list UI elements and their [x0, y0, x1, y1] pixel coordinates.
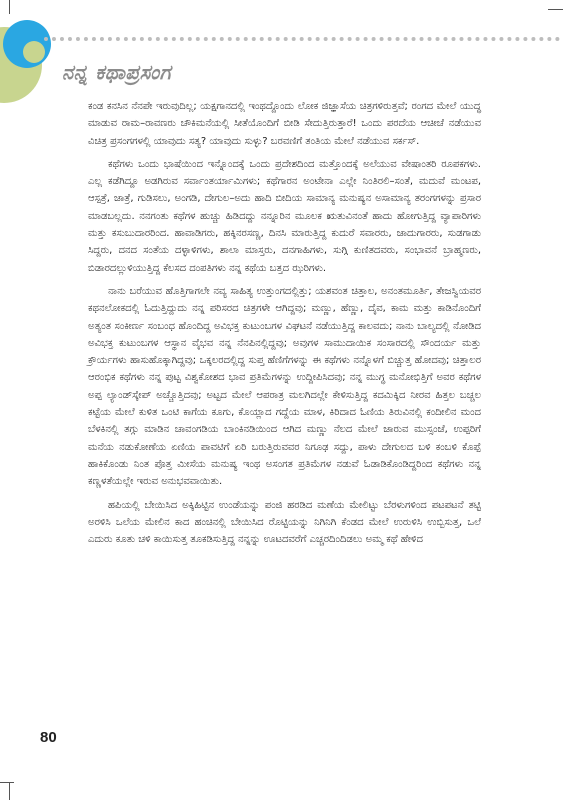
- crop-mark-top-right: [548, 9, 563, 10]
- paragraph-2: ಕಥೆಗಳು ಒಂದು ಭಾಷೆಯಿಂದ ಇನ್ನೊಂದಕ್ಕೆ ಒಂದು ಪ್ರದೇಶದಿಂದ ಮತ್ತೊಂದಕ್ಕೆ ಅಲೆಯುವ ವೇಷಾಂತರಿ ರೂಪಕಗಳು. ಎಲ್ಲ ಕಡೆಗಿದ್ದೂ ಅಡಗಿರುವ ಸರ್ವಾಂತರ್ಯಾಮಿಗಳು; ಕಥೆಗಾರನ ಅಂಟೇನಾ ಎಲ್ಲೇ ನಿಂತಿರಲಿ–ಸಂತೆ, ಮದುವೆ ಮಂಟಪ, ಆಸ್ಪತ್ರೆ, ಜಾತ್ರೆ, ಗುಡಿಸಲು, ಅಂಗಡಿ, ದೇಗುಲ–ಅದು ಹಾದಿ ಬೀದಿಯ ಸಾಮಾನ್ಯ ಮನುಷ್ಯನ ಅಸಾಮಾನ್ಯ ತರಂಗಗಳನ್ನು ಪ್ರಸಾರ ಮಾಡಬಲ್ಲದು. ನನಗಂತು ಕಥೆಗಳ ಹುಚ್ಚು ಹಿಡಿದದ್ದು ನನ್ನೂರಿನ ಮೂಲಕ ಋತುವಿನಂತೆ ಹಾದು ಹೋಗುತ್ತಿದ್ದ ವ್ಯಾಪಾರಿಗಳು ಮತ್ತು ಕಸುಬುದಾರರಿಂದ. ಹಾವಾಡಿಗರು, ಹಕ್ಕಿನರಸಣ್ಣ, ದಿನಸಿ ಮಾರುತ್ತಿದ್ದ ಕುದುರೆ ಸವಾರರು, ಜಾದುಗಾರರು, ಸುಡಗಾಡು ಸಿದ್ದರು, ದನದ ಸಂತೆಯ ದಳ್ಳಾಳಿಗಳು, ಶಾಲಾ ಮಾಸ್ತರು, ದನಗಾಹಿಗಳು, ಸುಗ್ಗಿ ಕುಣಿತದವರು, ಸಂಭಾವನೆ ಬ್ರಾಹ್ಮಣರು, ಬಿಡಾರದಲ್ಲುಳಿಯುತ್ತಿದ್ದ ಕೆಲಸದ ದಂಪತಿಗಳು ನನ್ನ ಕಥೆಯ ಬತ್ತದ ಝರಿಗಳು.: [88, 158, 481, 274]
- decorative-blue-circle: [3, 20, 51, 68]
- running-header-title: ನನ್ನ ಕಥಾಪ್ರಸಂಗ: [62, 60, 171, 84]
- body-text: [88, 98, 481, 554]
- paragraph-4: ಹಪಿಯಲ್ಲಿ ಬೇಯಿಸಿದ ಅಕ್ಕಿಹಿಟ್ಟಿನ ಉಂಡೆಯನ್ನು ಪಂಜಿ ಹರಡಿದ ಮಣೆಯ ಮೇಲಿಟ್ಟು ಬೆರಳುಗಳಿಂದ ಪಟಪಟನೆ ತಟ್ಟಿ ಅರಳಿಸಿ ಒಲೆಯ ಮೇಲಿನ ಕಾದ ಹಂಚಿನಲ್ಲಿ ಬೇಯಿಸಿದ ರೊಟ್ಟಿಯನ್ನು ನಿಗಿನಿಗಿ ಕೆಂಡದ ಮೇಲೆ ಉರುಳಿಸಿ ಉಬ್ಬಿಸುತ್ತ, ಒಲೆ ಎದುರು ಕೂತು ಚಳಿ ಕಾಯಿಸುತ್ತ ತೂಕಡಿಸುತ್ತಿದ್ದ ನನ್ನನ್ನು ಊಟದವರೆಗೆ ಎಚ್ಚರದಿಂದಿಡಲು ಅಮ್ಮ ಕಥೆ ಹೇಳಿದ: [88, 499, 481, 546]
- paragraph-3: ನಾನು ಬರೆಯುವ ಹೊತ್ತಿಗಾಗಲೇ ನವ್ಯ ಸಾಹಿತ್ಯ ಉತ್ತುಂಗದಲ್ಲಿತ್ತು; ಯಶವಂತ ಚಿತ್ತಾಲ, ಅನಂತಮೂರ್ತಿ, ತೇಜಸ್ವಿಯವರ ಕಥನಲೋಕದಲ್ಲಿ ಓದುತ್ತಿದ್ದುದು ನನ್ನ ಪರಿಸರದ ಚಿತ್ರಗಳೇ ಆಗಿದ್ದವು; ಮಣ್ಣು, ಹೆಣ್ಣು, ದೈವ, ಕಾಮ ಮತ್ತು ಕಾಡಿನೊಂದಿಗೆ ಅತ್ಯಂತ ಸಂಕೀರ್ಣ ಸಂಬಂಧ ಹೊಂದಿದ್ದ ಅವಿಭಕ್ತ ಕುಟುಂಬಗಳ ವಿಘಟನೆ ನಡೆಯುತ್ತಿದ್ದ ಕಾಲವದು; ನಾನು ಬಾಲ್ಯದಲ್ಲಿ ನೋಡಿದ ಅವಿಭಕ್ತ ಕುಟುಂಬಗಳ ಆಸ್ಥಾನ ವೈಭವ ನನ್ನ ನೆನಪಿನಲ್ಲಿದ್ದವು; ಅವುಗಳ ಸಾಮುದಾಯಿಕ ಸಂಸಾರದಲ್ಲಿ ಸೌಂದರ್ಯ ಮತ್ತು ಕ್ರೌರ್ಯಗಳು ಹಾಸುಹೊಕ್ಕಾಗಿದ್ದವು; ಒಕ್ಕಲರದಲ್ಲಿದ್ದ ಸುಪ್ತ ಹೆಣಿಗೆಗಳನ್ನು ಈ ಕಥೆಗಳು ನನ್ನೊಳಗೆ ಬಿಚ್ಚುತ್ತ ಹೋದವು; ಚಿತ್ತಾಲರ ಆರಂಭಿಕ ಕಥೆಗಳು ನನ್ನ ಪುಟ್ಟ ವಿಶ್ವಕೋಶದ ಭಾವ ಪ್ರತಿಮೆಗಳನ್ನು ಉದ್ದೀಪಿಸಿದವು; ನನ್ನ ಮುಗ್ಧ ಮನೋಭಿತ್ತಿಗೆ ಅವರ ಕಥೆಗಳ ಅಪ್ಪ ಲ್ಯಾಂಡ್‌ಸ್ಕೇಪ್ ಅಚ್ಚೊತ್ತಿದವು; ಅಟ್ಟದ ಮೇಲೆ ಆಪರಾತ್ರ ಮಲಗಿದಲ್ಲೇ ಕೇಳಿಸುತ್ತಿದ್ದ ಕದಮಿಕ್ಕಿದ ನೀರವ ಹಿತ್ತಲ ಬಚ್ಚಲ ಕಟ್ಟೆಯ ಮೇಲೆ ಕುಳಿತ ಒಂಟಿ ಕಾಗೆಯ ಕೂಗು, ಕೊಯ್ಲಾದ ಗದ್ದೆಯ ಮಾಳ, ಕಿರಿದಾದ ಓಣಿಯ ತಿರುವಿನಲ್ಲಿ ಕಂದೀಲಿನ ಮಂದ ಬೆಳಕಿನಲ್ಲಿ ತಗ್ಗು ಮಾಡಿನ ಚಾವಂಗಡಿಯ ಬಾಂಕಿನಡಿಯಿಂದ ಆಗಿದ ಮಣ್ಣು ನೆಲದ ಮೇಲೆ ಜಾರುವ ಮುಸ್ಸಂಜೆ, ಉಪ್ಪರಿಗೆ ಮನೆಯ ನಡುಕೋಣೆಯ ಏಣಿಯ ಪಾವಟಿಗೆ ಏರಿ ಬರುತ್ತಿರುವವರ ನಿಗೂಢ ಸದ್ದು, ಪಾಳು ದೇಗುಲದ ಬಳಿ ಕಂಬಳಿ ಕೊಪ್ಪೆ ಹಾಕಿಕೊಂಡು ನಿಂತ ಪೊತ್ತ ಮೀಸೆಯ ಮನುಷ್ಯ ಇಂಥ ಅಸಂಗತ ಪ್ರತಿಮೆಗಳ ನಡುವೆ ಓಡಾಡಿಕೊಂಡಿದ್ದರಿಂದ ಕಥೆಗಳು ನನ್ನ ಕಣ್ಣಳತೆಯಲ್ಲೇ ಇರುವ ಅನುಭವವಾಯಿತು.: [88, 285, 481, 488]
- dotted-header-rule: [44, 37, 560, 41]
- paragraph-1: ಕಂಡ ಕನಸಿನ ನೆನಪೇ ಇರುವುದಿಲ್ಲ; ಯಕ್ಷಗಾನದಲ್ಲಿ ಇಂಥದ್ದೊಂದು ಲೋಕ ಜಿಜ್ಞಾಸೆಯ ಚಿತ್ರಗಳಿರುತ್ತವೆ; ರಂಗದ ಮೇಲೆ ಯುದ್ಧ ಮಾಡುವ ರಾಮ–ರಾವಣರು ಚೌಕಿಮನೆಯಲ್ಲಿ ಸೀತೆಯೊಂದಿಗೆ ಬೀಡಿ ಸೇದುತ್ತಿರುತ್ತಾರೆ! ಒಂದು ಪರದೆಯ ಆಚೀಚೆ ನಡೆಯುವ ವಿಚಿತ್ರ ಪ್ರಸಂಗಗಳಲ್ಲಿ ಯಾವುದು ಸತ್ಯ? ಯಾವುದು ಸುಳ್ಳು? ಬರವಣಿಗೆ ತಂತಿಯ ಮೇಲೆ ನಡೆಯುವ ಸರ್ಕಸ್.: [88, 101, 481, 147]
- page-number: 80: [40, 729, 57, 746]
- crop-mark-bottom-left-horizontal: [0, 782, 14, 783]
- crop-mark-top-left: [9, 0, 10, 14]
- crop-mark-bottom-left: [9, 782, 10, 800]
